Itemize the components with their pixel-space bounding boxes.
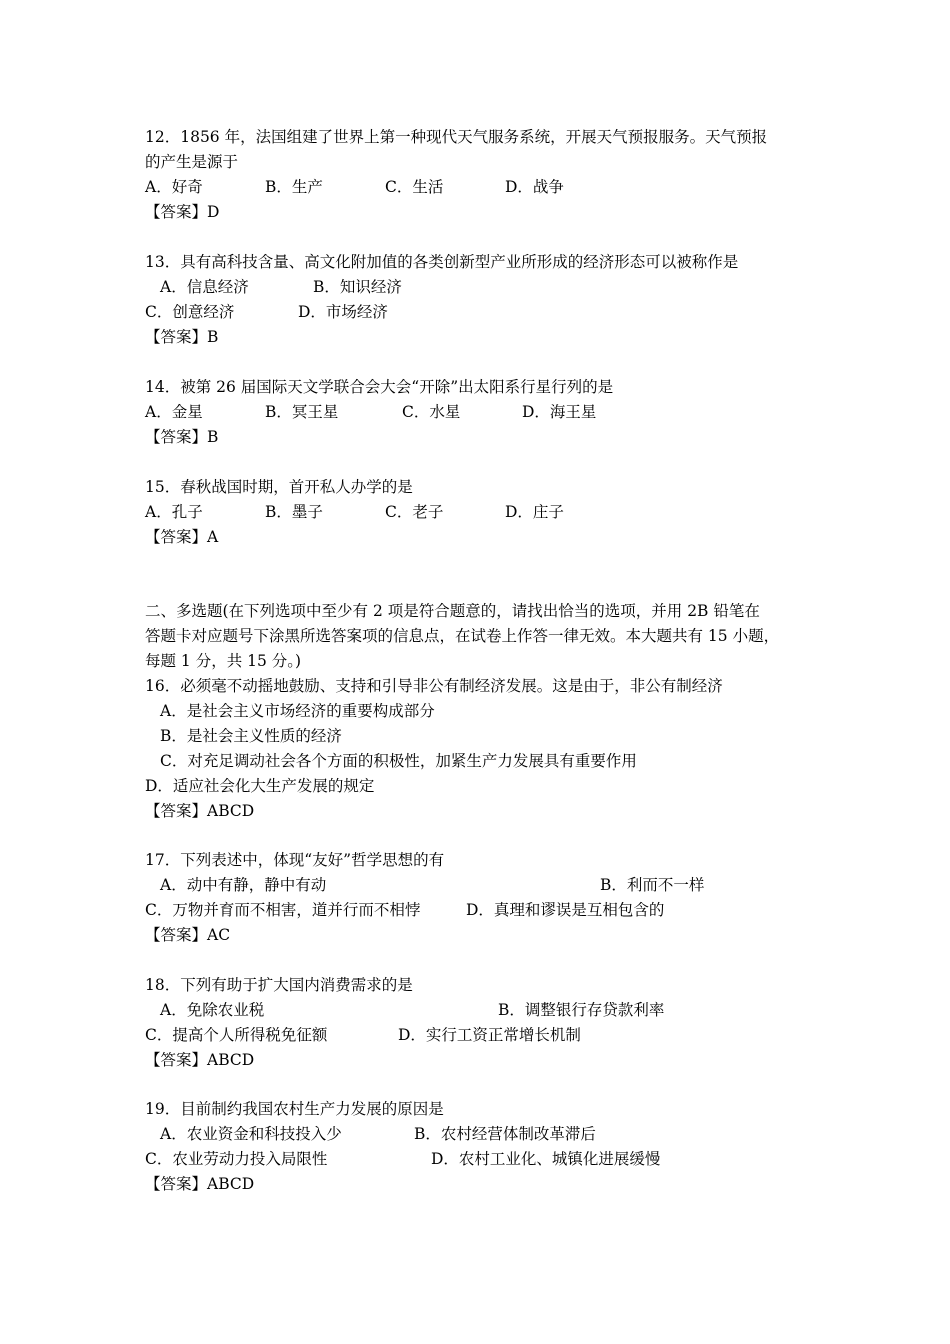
q19-answer: 【答案】ABCD [145, 1175, 255, 1193]
question-12-text: 12．1856 年，法国组建了世界上第一种现代天气服务系统，开展天气预报服务。天气预报 [145, 128, 768, 146]
q18-option-c: C．提高个人所得税免征额 [145, 1026, 328, 1044]
q15-option-a: A．孔子 [145, 503, 203, 521]
q18-option-b: B．调整银行存贷款利率 [498, 1001, 665, 1019]
q15-option-d: D．庄子 [505, 503, 564, 521]
q16-option-a: A．是社会主义市场经济的重要构成部分 [160, 702, 435, 720]
question-13-text: 13．具有高科技含量、高文化附加值的各类创新型产业所形成的经济形态可以被称作是 [145, 253, 739, 271]
q15-option-b: B．墨子 [265, 503, 323, 521]
q12-answer: 【答案】D [145, 203, 220, 221]
q13-answer: 【答案】B [145, 328, 219, 346]
q13-option-a: A．信息经济 [160, 278, 249, 296]
q17-option-d: D．真理和谬误是互相包含的 [466, 901, 665, 919]
q19-option-b: B．农村经营体制改革滞后 [414, 1125, 596, 1143]
question-12-text-cont: 的产生是源于 [145, 153, 239, 171]
q14-option-c: C．水星 [402, 403, 461, 421]
q13-option-d: D．市场经济 [298, 303, 388, 321]
q16-option-d: D．适应社会化大生产发展的规定 [145, 777, 375, 795]
q14-option-b: B．冥王星 [265, 403, 339, 421]
q17-option-b: B．利而不一样 [600, 876, 705, 894]
q18-answer: 【答案】ABCD [145, 1051, 255, 1069]
q15-option-c: C．老子 [385, 503, 444, 521]
section-2-heading: 二、多选题(在下列选项中至少有 2 项是符合题意的，请找出恰当的选项，并用 2B 铅笔在 [145, 602, 760, 620]
q17-option-c: C．万物并育而不相害，道并行而不相悖 [145, 901, 421, 919]
section-2-heading-cont: 答题卡对应题号下涂黑所选答案项的信息点，在试卷上作答一律无效。本大题共有 15 小题， [145, 627, 780, 645]
q19-option-a: A．农业资金和科技投入少 [160, 1125, 342, 1143]
q19-option-d: D．农村工业化、城镇化进展缓慢 [431, 1150, 661, 1168]
q12-option-a: A．好奇 [145, 178, 203, 196]
q16-option-b: B．是社会主义性质的经济 [160, 727, 342, 745]
question-17-text: 17．下列表述中，体现“友好”哲学思想的有 [145, 851, 445, 869]
question-14-text: 14．被第 26 届国际天文学联合会大会“开除”出太阳系行星行列的是 [145, 378, 614, 396]
section-2-heading-end: 每题 1 分，共 15 分。) [145, 652, 302, 670]
question-16-text: 16．必须毫不动摇地鼓励、支持和引导非公有制经济发展。这是由于，非公有制经济 [145, 677, 723, 695]
q14-option-d: D．海王星 [522, 403, 597, 421]
question-15-text: 15．春秋战国时期，首开私人办学的是 [145, 478, 413, 496]
question-19-text: 19．目前制约我国农村生产力发展的原因是 [145, 1100, 444, 1118]
q19-option-c: C．农业劳动力投入局限性 [145, 1150, 328, 1168]
q14-option-a: A．金星 [145, 403, 203, 421]
q12-option-b: B．生产 [265, 178, 323, 196]
q15-answer: 【答案】A [145, 528, 219, 546]
q12-option-c: C．生活 [385, 178, 444, 196]
q16-answer: 【答案】ABCD [145, 802, 255, 820]
q16-option-c: C．对充足调动社会各个方面的积极性，加紧生产力发展具有重要作用 [160, 752, 637, 770]
q12-option-d: D．战争 [505, 178, 564, 196]
q14-answer: 【答案】B [145, 428, 219, 446]
q18-option-a: A．免除农业税 [160, 1001, 265, 1019]
q13-option-b: B．知识经济 [313, 278, 402, 296]
question-18-text: 18．下列有助于扩大国内消费需求的是 [145, 976, 413, 994]
q18-option-d: D．实行工资正常增长机制 [398, 1026, 581, 1044]
q17-option-a: A．动中有静，静中有动 [160, 876, 327, 894]
q17-answer: 【答案】AC [145, 926, 231, 944]
q13-option-c: C．创意经济 [145, 303, 235, 321]
